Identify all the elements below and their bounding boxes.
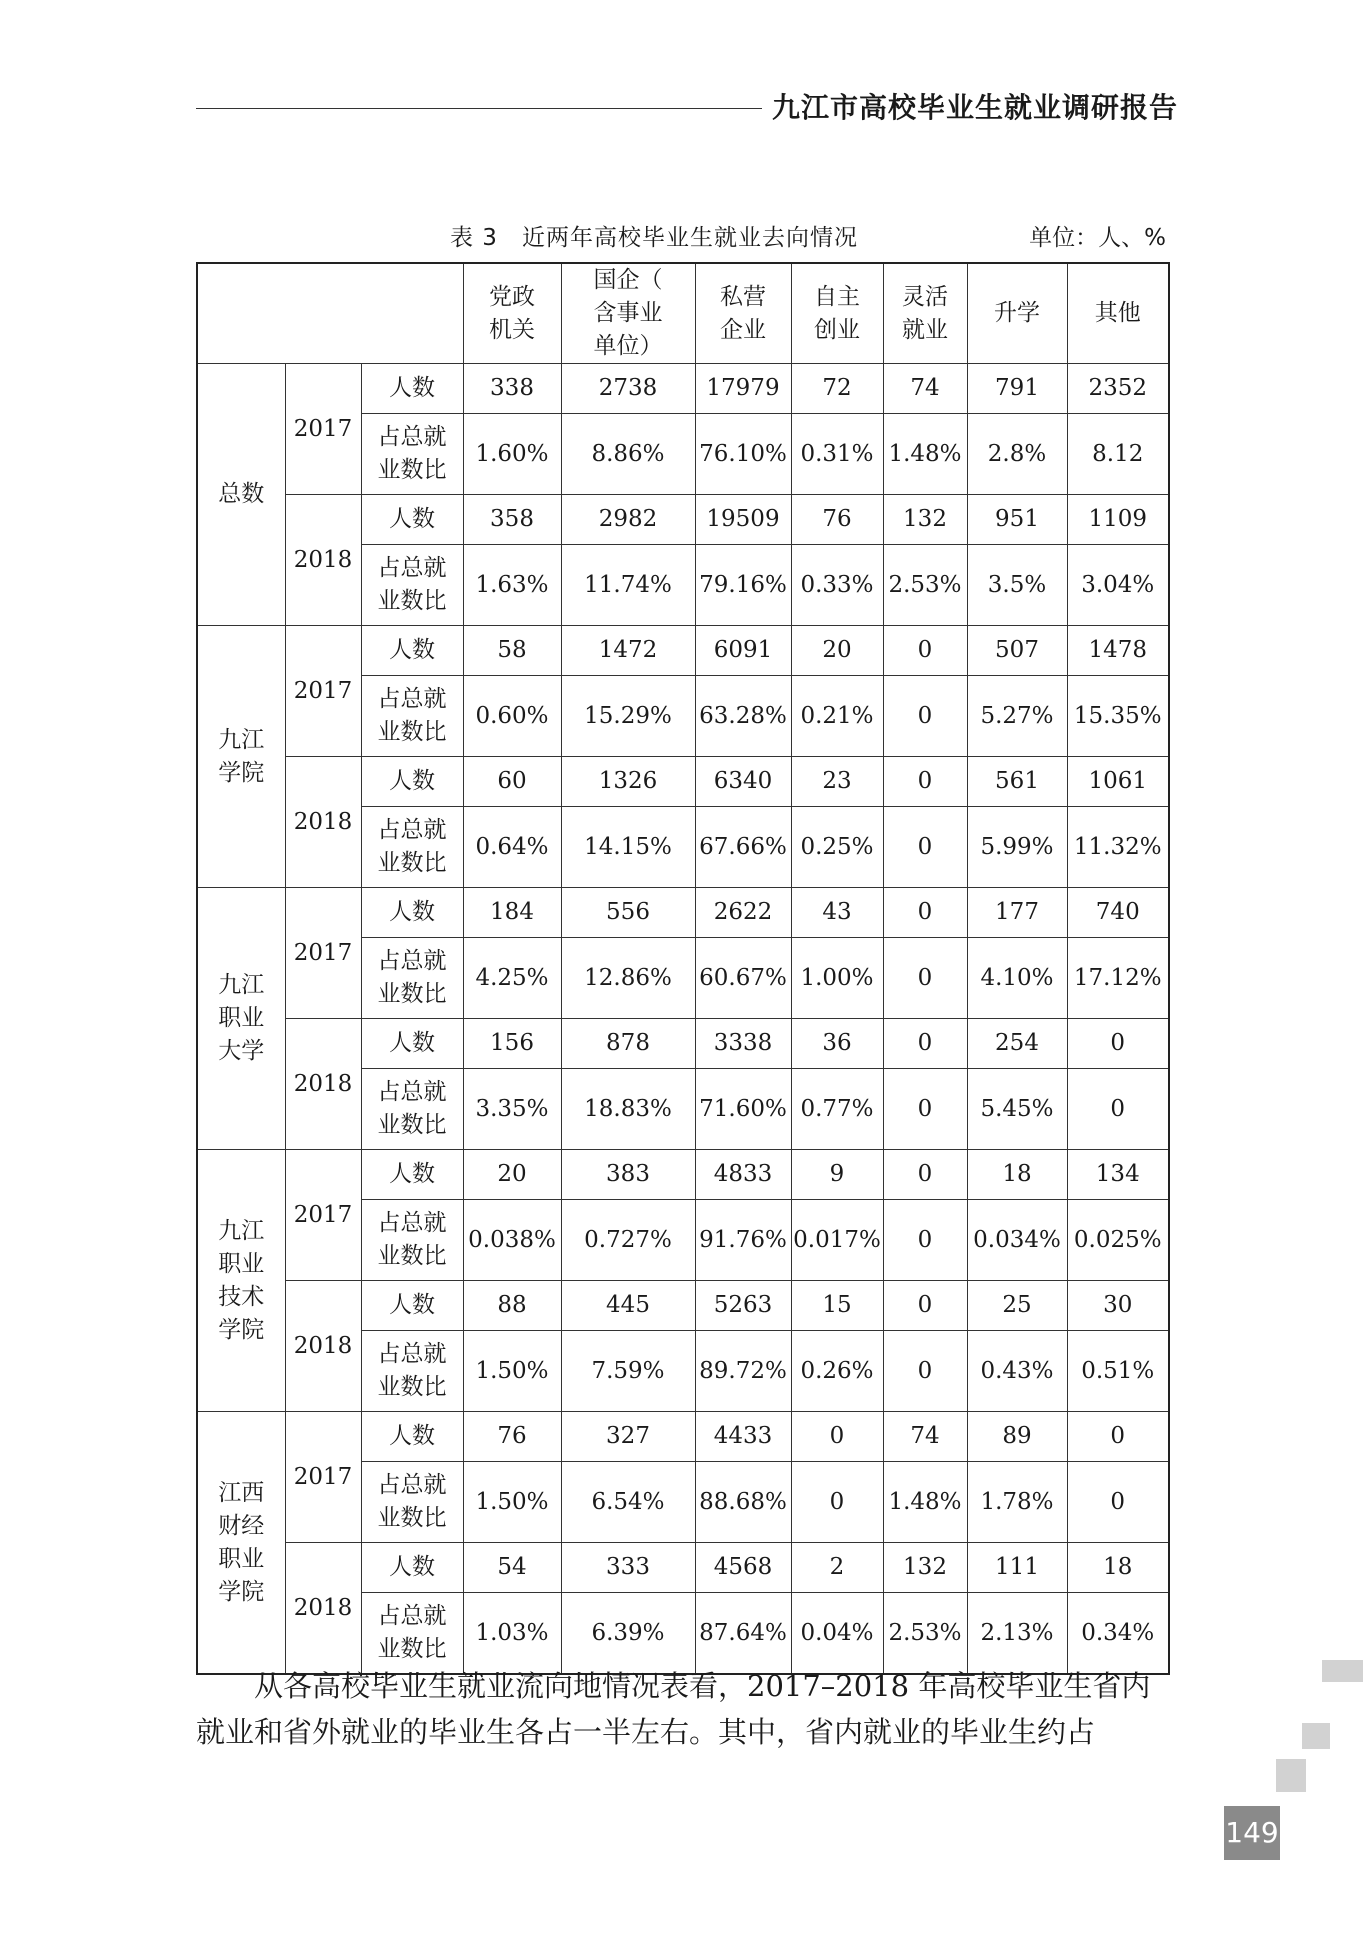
row-label-count: 人数 xyxy=(361,1412,463,1462)
cell-other: 11.32% xyxy=(1067,807,1169,888)
group-label: 九江 学院 xyxy=(197,626,285,888)
cell-further-study: 1.78% xyxy=(967,1462,1067,1543)
decorative-square xyxy=(1276,1759,1306,1792)
cell-further-study: 89 xyxy=(967,1412,1067,1462)
cell-soe: 445 xyxy=(561,1281,695,1331)
cell-other: 740 xyxy=(1067,888,1169,938)
column-header-self-employed: 自主 创业 xyxy=(791,263,883,364)
cell-further-study: 0.034% xyxy=(967,1200,1067,1281)
cell-other: 0 xyxy=(1067,1069,1169,1150)
cell-party-govt: 76 xyxy=(463,1412,561,1462)
cell-other: 0 xyxy=(1067,1412,1169,1462)
cell-other: 1061 xyxy=(1067,757,1169,807)
column-header-private: 私营 企业 xyxy=(695,263,791,364)
row-label-count: 人数 xyxy=(361,888,463,938)
cell-self-employed: 0 xyxy=(791,1462,883,1543)
cell-soe: 12.86% xyxy=(561,938,695,1019)
table-row xyxy=(197,626,1169,676)
body-paragraph-line-1: 从各高校毕业生就业流向地情况表看，2017–2018 年高校毕业生省内 xyxy=(254,1669,1151,1703)
row-label-ratio: 占总就 业数比 xyxy=(361,938,463,1019)
cell-soe: 6.54% xyxy=(561,1462,695,1543)
cell-flexible: 74 xyxy=(883,1412,967,1462)
cell-further-study: 25 xyxy=(967,1281,1067,1331)
row-label-ratio: 占总就 业数比 xyxy=(361,1331,463,1412)
row-label-ratio: 占总就 业数比 xyxy=(361,1593,463,1675)
cell-further-study: 951 xyxy=(967,495,1067,545)
cell-flexible: 0 xyxy=(883,676,967,757)
cell-party-govt: 20 xyxy=(463,1150,561,1200)
cell-party-govt: 60 xyxy=(463,757,561,807)
cell-party-govt: 0.038% xyxy=(463,1200,561,1281)
year-label: 2018 xyxy=(285,1281,361,1412)
table-row xyxy=(197,1150,1169,1200)
cell-flexible: 0 xyxy=(883,888,967,938)
cell-party-govt: 4.25% xyxy=(463,938,561,1019)
year-label: 2018 xyxy=(285,1019,361,1150)
cell-private: 4833 xyxy=(695,1150,791,1200)
cell-soe: 327 xyxy=(561,1412,695,1462)
cell-other: 0 xyxy=(1067,1462,1169,1543)
row-label-count: 人数 xyxy=(361,757,463,807)
cell-self-employed: 76 xyxy=(791,495,883,545)
cell-further-study: 5.27% xyxy=(967,676,1067,757)
cell-private: 4568 xyxy=(695,1543,791,1593)
cell-other: 1109 xyxy=(1067,495,1169,545)
cell-flexible: 0 xyxy=(883,1281,967,1331)
cell-other: 2352 xyxy=(1067,364,1169,414)
cell-private: 17979 xyxy=(695,364,791,414)
cell-private: 79.16% xyxy=(695,545,791,626)
cell-self-employed: 0.31% xyxy=(791,414,883,495)
cell-other: 15.35% xyxy=(1067,676,1169,757)
table-unit: 单位：人、% xyxy=(1029,225,1166,251)
cell-self-employed: 9 xyxy=(791,1150,883,1200)
row-label-count: 人数 xyxy=(361,1019,463,1069)
cell-other: 134 xyxy=(1067,1150,1169,1200)
cell-party-govt: 1.03% xyxy=(463,1593,561,1675)
decorative-square xyxy=(1302,1723,1330,1749)
cell-party-govt: 58 xyxy=(463,626,561,676)
column-header-flexible: 灵活 就业 xyxy=(883,263,967,364)
cell-flexible: 0 xyxy=(883,807,967,888)
cell-soe: 556 xyxy=(561,888,695,938)
row-label-count: 人数 xyxy=(361,1150,463,1200)
header-blank-cell xyxy=(197,263,463,364)
cell-private: 6091 xyxy=(695,626,791,676)
cell-flexible: 132 xyxy=(883,495,967,545)
table-row xyxy=(197,1543,1169,1593)
cell-other: 30 xyxy=(1067,1281,1169,1331)
decorative-square xyxy=(1322,1660,1363,1682)
cell-soe: 878 xyxy=(561,1019,695,1069)
cell-self-employed: 36 xyxy=(791,1019,883,1069)
table-header-row xyxy=(197,263,1169,364)
cell-private: 19509 xyxy=(695,495,791,545)
cell-private: 87.64% xyxy=(695,1593,791,1675)
cell-self-employed: 15 xyxy=(791,1281,883,1331)
cell-self-employed: 0.21% xyxy=(791,676,883,757)
table-row xyxy=(197,364,1169,414)
table-row xyxy=(197,1412,1169,1462)
cell-private: 67.66% xyxy=(695,807,791,888)
cell-flexible: 132 xyxy=(883,1543,967,1593)
cell-self-employed: 0.25% xyxy=(791,807,883,888)
cell-soe: 2738 xyxy=(561,364,695,414)
cell-other: 0.025% xyxy=(1067,1200,1169,1281)
cell-flexible: 0 xyxy=(883,626,967,676)
cell-further-study: 177 xyxy=(967,888,1067,938)
row-label-count: 人数 xyxy=(361,626,463,676)
year-label: 2018 xyxy=(285,495,361,626)
cell-other: 8.12 xyxy=(1067,414,1169,495)
cell-flexible: 2.53% xyxy=(883,545,967,626)
cell-party-govt: 1.60% xyxy=(463,414,561,495)
cell-party-govt: 88 xyxy=(463,1281,561,1331)
cell-further-study: 5.45% xyxy=(967,1069,1067,1150)
cell-private: 71.60% xyxy=(695,1069,791,1150)
group-label: 九江 职业 大学 xyxy=(197,888,285,1150)
cell-private: 3338 xyxy=(695,1019,791,1069)
table-row xyxy=(197,1019,1169,1069)
cell-further-study: 2.8% xyxy=(967,414,1067,495)
cell-other: 1478 xyxy=(1067,626,1169,676)
cell-self-employed: 2 xyxy=(791,1543,883,1593)
column-header-party-govt: 党政 机关 xyxy=(463,263,561,364)
cell-further-study: 111 xyxy=(967,1543,1067,1593)
cell-soe: 11.74% xyxy=(561,545,695,626)
column-header-soe: 国企（ 含事业 单位） xyxy=(561,263,695,364)
cell-further-study: 561 xyxy=(967,757,1067,807)
cell-soe: 2982 xyxy=(561,495,695,545)
cell-party-govt: 3.35% xyxy=(463,1069,561,1150)
year-label: 2017 xyxy=(285,1412,361,1543)
cell-soe: 7.59% xyxy=(561,1331,695,1412)
cell-soe: 1472 xyxy=(561,626,695,676)
cell-party-govt: 156 xyxy=(463,1019,561,1069)
page-number: 149 xyxy=(1224,1806,1280,1860)
cell-further-study: 507 xyxy=(967,626,1067,676)
cell-soe: 1326 xyxy=(561,757,695,807)
cell-private: 76.10% xyxy=(695,414,791,495)
cell-private: 2622 xyxy=(695,888,791,938)
year-label: 2018 xyxy=(285,757,361,888)
cell-flexible: 0 xyxy=(883,1200,967,1281)
row-label-ratio: 占总就 业数比 xyxy=(361,1462,463,1543)
cell-private: 5263 xyxy=(695,1281,791,1331)
cell-further-study: 3.5% xyxy=(967,545,1067,626)
cell-self-employed: 0.26% xyxy=(791,1331,883,1412)
cell-party-govt: 358 xyxy=(463,495,561,545)
cell-party-govt: 0.64% xyxy=(463,807,561,888)
cell-soe: 8.86% xyxy=(561,414,695,495)
cell-flexible: 0 xyxy=(883,1019,967,1069)
table-title: 表 3 近两年高校毕业生就业去向情况 xyxy=(450,225,858,251)
running-head-title: 九江市高校毕业生就业调研报告 xyxy=(772,91,1179,124)
cell-party-govt: 338 xyxy=(463,364,561,414)
cell-flexible: 2.53% xyxy=(883,1593,967,1675)
group-label: 江西 财经 职业 学院 xyxy=(197,1412,285,1675)
cell-party-govt: 0.60% xyxy=(463,676,561,757)
row-label-ratio: 占总就 业数比 xyxy=(361,1200,463,1281)
cell-self-employed: 0 xyxy=(791,1412,883,1462)
cell-party-govt: 54 xyxy=(463,1543,561,1593)
row-label-ratio: 占总就 业数比 xyxy=(361,414,463,495)
cell-self-employed: 0.33% xyxy=(791,545,883,626)
cell-soe: 383 xyxy=(561,1150,695,1200)
cell-soe: 15.29% xyxy=(561,676,695,757)
cell-private: 88.68% xyxy=(695,1462,791,1543)
cell-private: 91.76% xyxy=(695,1200,791,1281)
cell-private: 6340 xyxy=(695,757,791,807)
cell-flexible: 0 xyxy=(883,1069,967,1150)
cell-party-govt: 1.50% xyxy=(463,1462,561,1543)
table-row xyxy=(197,888,1169,938)
cell-flexible: 0 xyxy=(883,1331,967,1412)
cell-private: 89.72% xyxy=(695,1331,791,1412)
cell-other: 0 xyxy=(1067,1019,1169,1069)
cell-party-govt: 184 xyxy=(463,888,561,938)
cell-self-employed: 43 xyxy=(791,888,883,938)
cell-other: 3.04% xyxy=(1067,545,1169,626)
employment-destination-table xyxy=(196,262,1170,1675)
cell-flexible: 0 xyxy=(883,938,967,1019)
cell-party-govt: 1.50% xyxy=(463,1331,561,1412)
body-paragraph-line-2: 就业和省外就业的毕业生各占一半左右。其中，省内就业的毕业生约占 xyxy=(196,1715,1096,1749)
column-header-further-study: 升学 xyxy=(967,263,1067,364)
cell-party-govt: 1.63% xyxy=(463,545,561,626)
cell-soe: 333 xyxy=(561,1543,695,1593)
cell-self-employed: 0.77% xyxy=(791,1069,883,1150)
cell-other: 17.12% xyxy=(1067,938,1169,1019)
cell-private: 60.67% xyxy=(695,938,791,1019)
cell-self-employed: 0.017% xyxy=(791,1200,883,1281)
cell-soe: 0.727% xyxy=(561,1200,695,1281)
cell-private: 63.28% xyxy=(695,676,791,757)
year-label: 2017 xyxy=(285,626,361,757)
cell-other: 0.34% xyxy=(1067,1593,1169,1675)
cell-further-study: 254 xyxy=(967,1019,1067,1069)
row-label-count: 人数 xyxy=(361,1543,463,1593)
row-label-count: 人数 xyxy=(361,495,463,545)
cell-further-study: 0.43% xyxy=(967,1331,1067,1412)
cell-self-employed: 20 xyxy=(791,626,883,676)
table-row xyxy=(197,757,1169,807)
cell-flexible: 0 xyxy=(883,1150,967,1200)
cell-further-study: 791 xyxy=(967,364,1067,414)
cell-soe: 14.15% xyxy=(561,807,695,888)
table-row xyxy=(197,1281,1169,1331)
cell-self-employed: 1.00% xyxy=(791,938,883,1019)
year-label: 2017 xyxy=(285,1150,361,1281)
row-label-count: 人数 xyxy=(361,364,463,414)
cell-further-study: 2.13% xyxy=(967,1593,1067,1675)
cell-flexible: 0 xyxy=(883,757,967,807)
year-label: 2018 xyxy=(285,1543,361,1675)
cell-flexible: 74 xyxy=(883,364,967,414)
group-label: 九江 职业 技术 学院 xyxy=(197,1150,285,1412)
cell-further-study: 4.10% xyxy=(967,938,1067,1019)
cell-other: 18 xyxy=(1067,1543,1169,1593)
cell-further-study: 18 xyxy=(967,1150,1067,1200)
cell-flexible: 1.48% xyxy=(883,1462,967,1543)
row-label-ratio: 占总就 业数比 xyxy=(361,807,463,888)
cell-self-employed: 0.04% xyxy=(791,1593,883,1675)
cell-self-employed: 72 xyxy=(791,364,883,414)
group-label: 总数 xyxy=(197,364,285,626)
row-label-ratio: 占总就 业数比 xyxy=(361,545,463,626)
cell-flexible: 1.48% xyxy=(883,414,967,495)
cell-private: 4433 xyxy=(695,1412,791,1462)
cell-self-employed: 23 xyxy=(791,757,883,807)
row-label-count: 人数 xyxy=(361,1281,463,1331)
column-header-other: 其他 xyxy=(1067,263,1169,364)
cell-other: 0.51% xyxy=(1067,1331,1169,1412)
table-row xyxy=(197,495,1169,545)
row-label-ratio: 占总就 业数比 xyxy=(361,676,463,757)
year-label: 2017 xyxy=(285,364,361,495)
header-rule xyxy=(196,108,762,109)
table-caption xyxy=(196,217,1166,253)
row-label-ratio: 占总就 业数比 xyxy=(361,1069,463,1150)
cell-soe: 6.39% xyxy=(561,1593,695,1675)
cell-further-study: 5.99% xyxy=(967,807,1067,888)
cell-soe: 18.83% xyxy=(561,1069,695,1150)
year-label: 2017 xyxy=(285,888,361,1019)
